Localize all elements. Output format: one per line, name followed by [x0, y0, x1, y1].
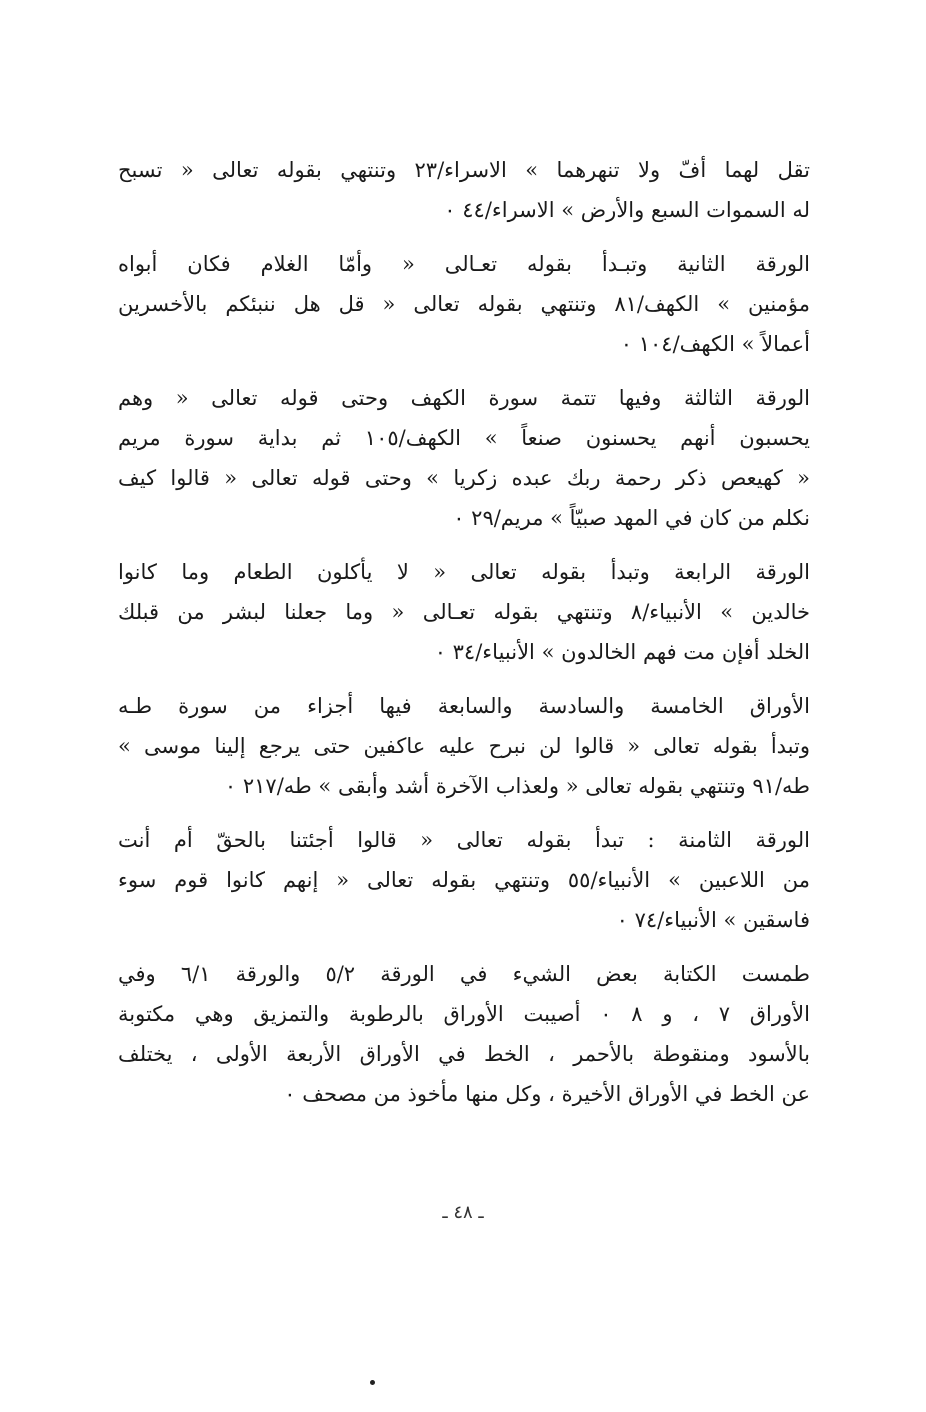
- text-line: وتبدأ بقوله تعالى « قالوا لن نبرح عليه عاكفين حتى يرجع إلينا موسى »: [118, 734, 810, 758]
- paragraph-3: [118, 378, 810, 538]
- text-line: الأوراق ٧ ، و ٨ ٠ أصيبت الأوراق بالرطوبة والتمزيق وهي مكتوبة: [118, 1002, 810, 1026]
- paragraph-6: [118, 820, 810, 940]
- page-number: ـ ٤٨ ـ: [442, 1202, 484, 1223]
- text-line: طمست الكتابة بعض الشيء في الورقة ٥/٢ والورقة ٦/١ وفي: [118, 962, 810, 986]
- paragraph-1: [118, 150, 810, 230]
- paragraph-4: [118, 552, 810, 672]
- text-line: تقل لهما أفّ ولا تنهرهما » الاسراء/٢٣ وتنتهي بقوله تعالى « تسبح: [118, 158, 810, 182]
- text-line: الورقة الرابعة وتبدأ بقوله تعالى « لا يأكلون الطعام وما كانوا: [118, 560, 810, 584]
- text-line: خالدين » الأنبياء/٨ وتنتهي بقوله تعـالى « وما جعلنا لبشر من قبلك: [118, 600, 810, 624]
- text-line: فاسقين » الأنبياء/٧٤ ٠: [616, 908, 810, 932]
- paragraph-2: [118, 244, 810, 364]
- text-line: مؤمنين » الكهف/٨١ وتنتهي بقوله تعالى « قل هل ننبئكم بالأخسرين: [118, 292, 810, 316]
- paragraph-7: [118, 954, 810, 1114]
- text-line: عن الخط في الأوراق الأخيرة ، وكل منها مأخوذ من مصحف ٠: [284, 1082, 810, 1106]
- text-line: نكلم من كان في المهد صبيّاً » مريم/٢٩ ٠: [453, 506, 810, 530]
- text-line: الورقة الثامنة : تبدأ بقوله تعالى « قالوا أجئتنا بالحقّ أم أنت: [118, 828, 810, 852]
- text-line: أعمالاً » الكهف/١٠٤ ٠: [620, 332, 810, 356]
- text-line: الخلد أفإن مت فهم الخالدون » الأنبياء/٣٤ ٠: [434, 640, 810, 664]
- text-line: الأوراق الخامسة والسادسة والسابعة فيها أجزاء من سورة طـه: [118, 694, 810, 718]
- text-line: له السموات السبع والأرض » الاسراء/٤٤ ٠: [444, 198, 810, 222]
- text-line: يحسبون أنهم يحسنون صنعاً » الكهف/١٠٥ ثم بداية سورة مريم: [118, 426, 810, 450]
- text-line: طه/٩١ وتنتهي بقوله تعالى « ولعذاب الآخرة أشد وأبقى » طه/٢١٧ ٠: [224, 774, 810, 798]
- text-line: بالأسود ومنقوطة بالأحمر ، الخط في الأوراق الأربعة الأولى ، يختلف: [118, 1042, 810, 1066]
- text-line: الورقة الثانية وتبـدأ بقوله تعـالى « وأمّا الغلام فكان أبواه: [118, 252, 810, 276]
- text-line: من اللاعبين » الأنبياء/٥٥ وتنتهي بقوله تعالى « إنهم كانوا قوم سوء: [118, 868, 810, 892]
- ink-dot: [370, 1380, 375, 1385]
- paragraph-5: [118, 686, 810, 806]
- text-line: الورقة الثالثة وفيها تتمة سورة الكهف وحتى قوله تعالى « وهم: [118, 386, 810, 410]
- text-line: « كهيعص ذكر رحمة ربك عبده زكريا » وحتى قوله تعالى « قالوا كيف: [118, 466, 810, 490]
